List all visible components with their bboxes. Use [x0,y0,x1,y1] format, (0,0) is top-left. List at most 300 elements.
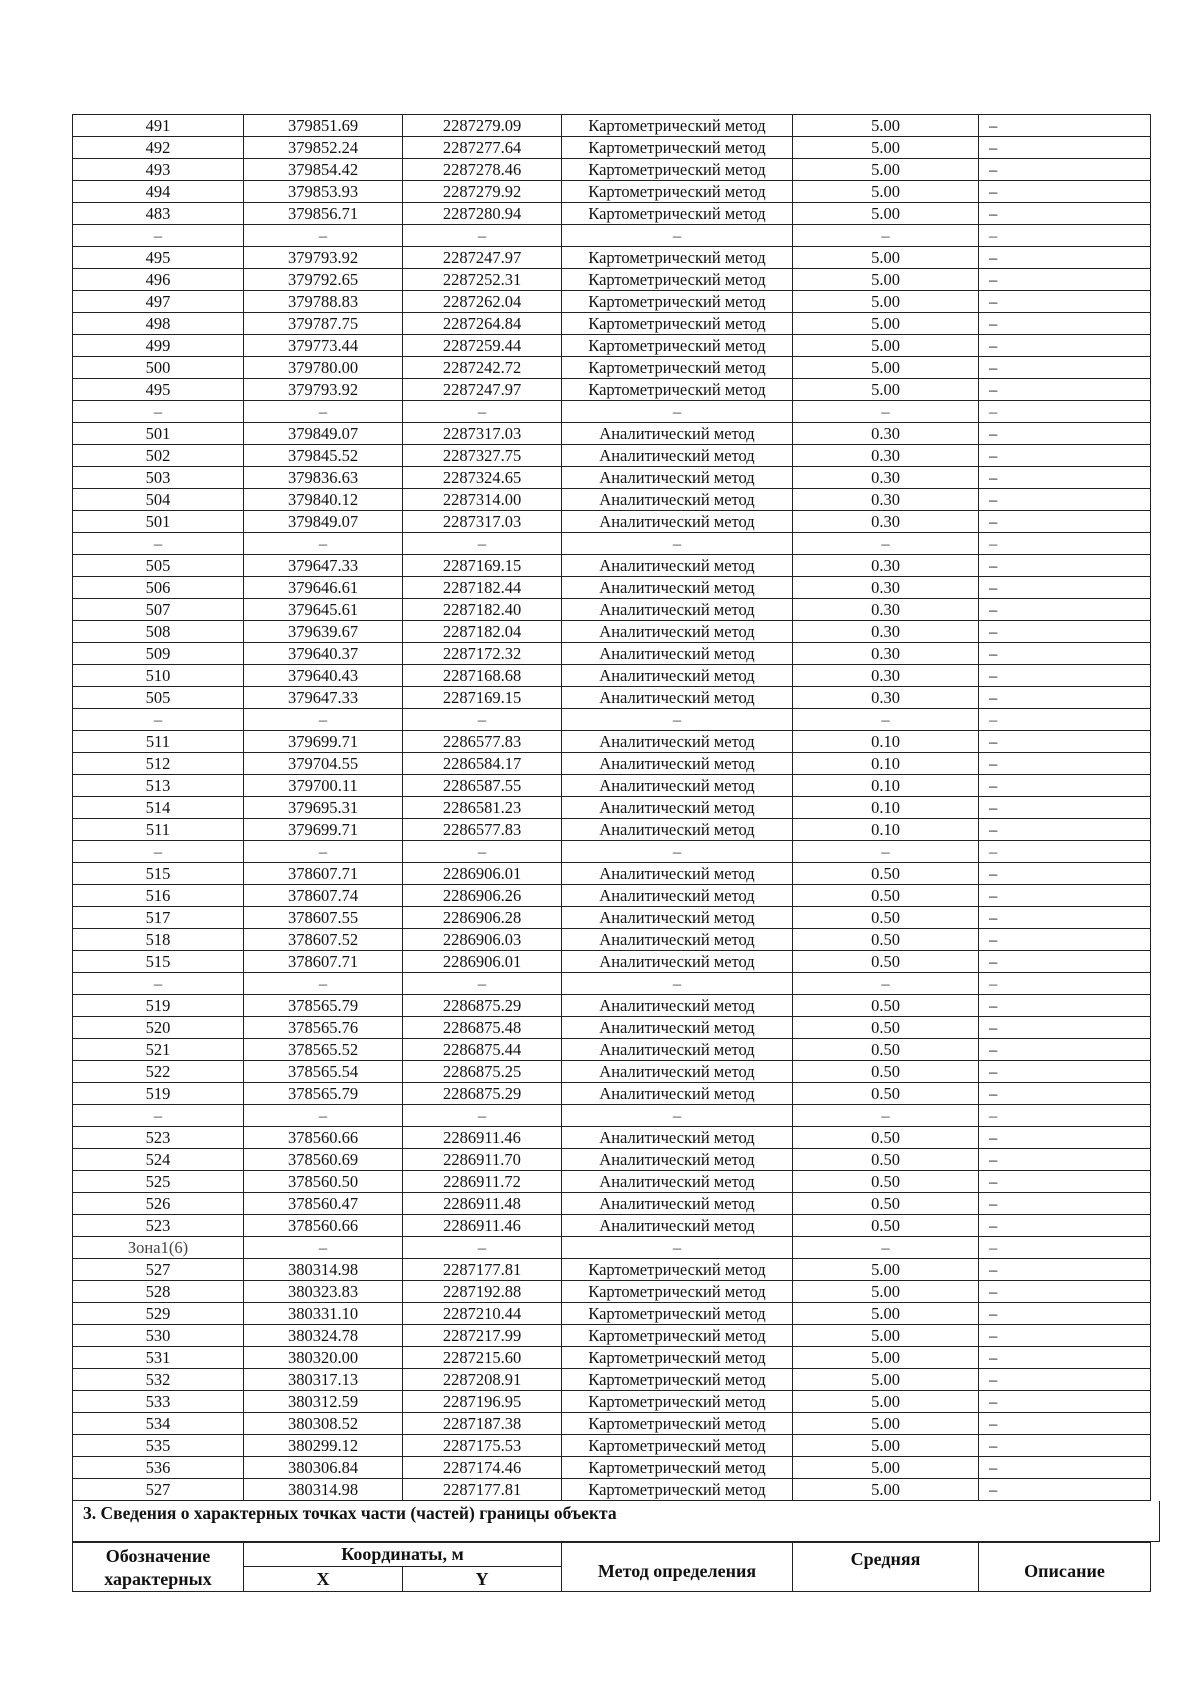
cell-x: – [244,1237,403,1259]
cell-point: 501 [73,423,244,445]
cell-y: – [403,841,562,863]
cell-method: Аналитический метод [562,907,793,929]
cell-accuracy: 0.50 [793,1083,979,1105]
cell-y: – [403,1237,562,1259]
cell-point: 529 [73,1303,244,1325]
cell-y: – [403,225,562,247]
table-row [73,1369,1151,1391]
cell-description: – [979,995,1151,1017]
cell-x: 379851.69 [244,115,403,137]
cell-point: 528 [73,1281,244,1303]
table-row [73,313,1151,335]
cell-method: Аналитический метод [562,885,793,907]
cell-point: 500 [73,357,244,379]
cell-x: 378607.55 [244,907,403,929]
cell-point: 497 [73,291,244,313]
cell-y: 2287247.97 [403,247,562,269]
cell-point: 495 [73,247,244,269]
cell-y: – [403,1105,562,1127]
cell-y: 2286875.29 [403,1083,562,1105]
cell-description: – [979,1193,1151,1215]
cell-method: Аналитический метод [562,995,793,1017]
cell-x: 379699.71 [244,731,403,753]
cell-accuracy: 5.00 [793,291,979,313]
cell-accuracy: – [793,973,979,995]
cell-point: 514 [73,797,244,819]
cell-y: 2287314.00 [403,489,562,511]
cell-method: Картометрический метод [562,159,793,181]
table-row [73,489,1151,511]
cell-description: – [979,1347,1151,1369]
cell-method: Аналитический метод [562,1193,793,1215]
cell-x: 378560.66 [244,1215,403,1237]
cell-description: – [979,1127,1151,1149]
cell-method: Аналитический метод [562,511,793,533]
cell-point: 522 [73,1061,244,1083]
cell-description: – [979,1017,1151,1039]
cell-description: – [979,1435,1151,1457]
header-accuracy: Средняя [793,1543,979,1592]
cell-accuracy: 0.50 [793,1127,979,1149]
cell-y: 2287317.03 [403,423,562,445]
cell-x: 379787.75 [244,313,403,335]
cell-description: – [979,1413,1151,1435]
cell-method: Картометрический метод [562,1259,793,1281]
cell-point: – [73,401,244,423]
cell-point: – [73,225,244,247]
cell-x: 378560.47 [244,1193,403,1215]
cell-x: 380308.52 [244,1413,403,1435]
table-row [73,137,1151,159]
cell-description: – [979,313,1151,335]
table-row [73,1017,1151,1039]
cell-point: 526 [73,1193,244,1215]
cell-y: 2287182.04 [403,621,562,643]
cell-method: – [562,1237,793,1259]
cell-x: – [244,841,403,863]
cell-y: 2287215.60 [403,1347,562,1369]
cell-description: – [979,533,1151,555]
cell-method: Картометрический метод [562,247,793,269]
cell-point: 536 [73,1457,244,1479]
cell-method: Аналитический метод [562,753,793,775]
table-row [73,841,1151,863]
table-row [73,467,1151,489]
header-y: Y [403,1566,562,1591]
cell-accuracy: 5.00 [793,357,979,379]
cell-description: – [979,423,1151,445]
cell-description: – [979,225,1151,247]
cell-point: – [73,973,244,995]
cell-x: 379788.83 [244,291,403,313]
cell-point: 516 [73,885,244,907]
table-row [73,1083,1151,1105]
table-row [73,1479,1151,1501]
cell-description: – [979,1171,1151,1193]
cell-accuracy: 5.00 [793,137,979,159]
header-x: X [244,1566,403,1591]
cell-accuracy: 5.00 [793,1413,979,1435]
cell-method: Картометрический метод [562,335,793,357]
cell-point: 519 [73,995,244,1017]
cell-x: – [244,225,403,247]
cell-x: 379849.07 [244,423,403,445]
cell-x: 380317.13 [244,1369,403,1391]
cell-x: 378565.76 [244,1017,403,1039]
cell-method: Картометрический метод [562,1303,793,1325]
cell-accuracy: 5.00 [793,335,979,357]
cell-accuracy: – [793,401,979,423]
cell-accuracy: 0.50 [793,1193,979,1215]
table-row [73,1127,1151,1149]
table-row [73,709,1151,731]
cell-x: 379836.63 [244,467,403,489]
cell-accuracy: 5.00 [793,1347,979,1369]
cell-point: 512 [73,753,244,775]
cell-accuracy: – [793,225,979,247]
cell-method: Картометрический метод [562,1347,793,1369]
cell-accuracy: 0.30 [793,665,979,687]
cell-x: 378607.74 [244,885,403,907]
cell-accuracy: 5.00 [793,313,979,335]
cell-x: 379695.31 [244,797,403,819]
table-row [73,731,1151,753]
cell-point: 509 [73,643,244,665]
cell-description: – [979,489,1151,511]
table-row [73,1347,1151,1369]
cell-method: Картометрический метод [562,357,793,379]
cell-accuracy: – [793,1105,979,1127]
cell-accuracy: 5.00 [793,1391,979,1413]
cell-accuracy: 5.00 [793,159,979,181]
cell-y: 2287208.91 [403,1369,562,1391]
cell-point: 515 [73,863,244,885]
cell-method: Аналитический метод [562,489,793,511]
coordinates-table-body [73,115,1151,1501]
cell-point: 535 [73,1435,244,1457]
cell-accuracy: 5.00 [793,1369,979,1391]
cell-point: 493 [73,159,244,181]
cell-accuracy: 5.00 [793,247,979,269]
cell-x: – [244,973,403,995]
header-method: Метод определения [562,1543,793,1592]
cell-description: – [979,181,1151,203]
cell-method: Картометрический метод [562,1369,793,1391]
cell-description: – [979,401,1151,423]
cell-description: – [979,929,1151,951]
cell-x: 378565.52 [244,1039,403,1061]
cell-x: 379639.67 [244,621,403,643]
cell-description: – [979,115,1151,137]
table-row [73,621,1151,643]
cell-method: Аналитический метод [562,467,793,489]
header-description: Описание [979,1543,1151,1592]
cell-accuracy: 0.50 [793,929,979,951]
cell-description: – [979,621,1151,643]
cell-description: – [979,137,1151,159]
cell-method: Картометрический метод [562,1281,793,1303]
cell-description: – [979,291,1151,313]
cell-y: 2286911.72 [403,1171,562,1193]
cell-description: – [979,841,1151,863]
cell-x: 378560.66 [244,1127,403,1149]
cell-y: 2287210.44 [403,1303,562,1325]
cell-x: 380314.98 [244,1259,403,1281]
cell-method: – [562,841,793,863]
cell-accuracy: 0.50 [793,863,979,885]
cell-y: 2287279.92 [403,181,562,203]
cell-description: – [979,797,1151,819]
cell-description: – [979,555,1151,577]
table-row [73,753,1151,775]
cell-description: – [979,1457,1151,1479]
cell-method: Картометрический метод [562,115,793,137]
cell-accuracy: 0.10 [793,775,979,797]
cell-description: – [979,1303,1151,1325]
cell-accuracy: 5.00 [793,115,979,137]
cell-x: – [244,533,403,555]
cell-x: 378607.71 [244,863,403,885]
cell-point: 492 [73,137,244,159]
cell-accuracy: – [793,709,979,731]
cell-y: 2287242.72 [403,357,562,379]
cell-description: – [979,379,1151,401]
cell-y: 2287279.09 [403,115,562,137]
cell-x: 379647.33 [244,555,403,577]
table-row [73,335,1151,357]
table-row [73,1237,1151,1259]
cell-x: 379793.92 [244,379,403,401]
cell-accuracy: 0.10 [793,753,979,775]
table-row [73,203,1151,225]
cell-description: – [979,357,1151,379]
table-row [73,1171,1151,1193]
cell-y: 2286577.83 [403,731,562,753]
table-row [73,643,1151,665]
cell-accuracy: 0.10 [793,819,979,841]
section-heading [72,1501,1160,1542]
cell-description: – [979,885,1151,907]
cell-point: 498 [73,313,244,335]
cell-point: – [73,841,244,863]
cell-y: 2286577.83 [403,819,562,841]
table-row [73,225,1151,247]
cell-y: 2287192.88 [403,1281,562,1303]
cell-x: 379853.93 [244,181,403,203]
table-row [73,907,1151,929]
cell-description: – [979,335,1151,357]
cell-y: 2287182.40 [403,599,562,621]
cell-description: – [979,269,1151,291]
table-row [73,577,1151,599]
cell-y: 2287327.75 [403,445,562,467]
cell-method: Аналитический метод [562,797,793,819]
cell-x: 380312.59 [244,1391,403,1413]
cell-accuracy: 0.50 [793,1039,979,1061]
cell-description: – [979,1391,1151,1413]
table-row [73,1391,1151,1413]
cell-point: 515 [73,951,244,973]
cell-accuracy: 0.50 [793,1171,979,1193]
cell-accuracy: 5.00 [793,1303,979,1325]
cell-x: 380320.00 [244,1347,403,1369]
cell-y: 2286587.55 [403,775,562,797]
cell-point: – [73,709,244,731]
cell-accuracy: 0.30 [793,621,979,643]
cell-method: Аналитический метод [562,555,793,577]
cell-method: Картометрический метод [562,137,793,159]
table-row [73,819,1151,841]
cell-description: – [979,687,1151,709]
cell-point: 532 [73,1369,244,1391]
cell-point: 508 [73,621,244,643]
table-row [73,929,1151,951]
cell-x: 379854.42 [244,159,403,181]
cell-description: – [979,445,1151,467]
cell-description: – [979,753,1151,775]
cell-method: Картометрический метод [562,291,793,313]
cell-point: – [73,1105,244,1127]
cell-method: Картометрический метод [562,203,793,225]
cell-point: 501 [73,511,244,533]
cell-method: Картометрический метод [562,1413,793,1435]
cell-point: 524 [73,1149,244,1171]
table-row [73,951,1151,973]
cell-point: Зона1(6) [73,1237,244,1259]
cell-method: – [562,1105,793,1127]
cell-method: Аналитический метод [562,665,793,687]
cell-y: 2287247.97 [403,379,562,401]
cell-y: 2287169.15 [403,555,562,577]
cell-point: 483 [73,203,244,225]
cell-method: Картометрический метод [562,269,793,291]
cell-description: – [979,1215,1151,1237]
cell-description: – [979,1237,1151,1259]
cell-method: Аналитический метод [562,1127,793,1149]
cell-description: – [979,1105,1151,1127]
cell-point: 513 [73,775,244,797]
cell-method: Аналитический метод [562,929,793,951]
cell-x: 380323.83 [244,1281,403,1303]
cell-description: – [979,247,1151,269]
cell-x: 379792.65 [244,269,403,291]
cell-x: 378607.52 [244,929,403,951]
cell-y: 2286911.46 [403,1215,562,1237]
cell-point: 502 [73,445,244,467]
cell-accuracy: 0.10 [793,731,979,753]
cell-x: 379647.33 [244,687,403,709]
table-row [73,115,1151,137]
cell-y: 2287264.84 [403,313,562,335]
cell-description: – [979,1039,1151,1061]
cell-description: – [979,1369,1151,1391]
cell-x: 379793.92 [244,247,403,269]
cell-y: 2286581.23 [403,797,562,819]
cell-accuracy: 0.10 [793,797,979,819]
cell-description: – [979,577,1151,599]
cell-method: Картометрический метод [562,1325,793,1347]
cell-y: 2287177.81 [403,1479,562,1501]
cell-method: Картометрический метод [562,1391,793,1413]
cell-point: 523 [73,1215,244,1237]
table-row [73,1281,1151,1303]
cell-x: 379640.37 [244,643,403,665]
cell-accuracy: – [793,841,979,863]
cell-method: Аналитический метод [562,1083,793,1105]
cell-point: 533 [73,1391,244,1413]
cell-description: – [979,819,1151,841]
cell-method: Аналитический метод [562,731,793,753]
cell-description: – [979,863,1151,885]
cell-y: 2287196.95 [403,1391,562,1413]
header-coords: Координаты, м [244,1543,562,1567]
cell-x: 379849.07 [244,511,403,533]
table-row [73,291,1151,313]
cell-point: 505 [73,687,244,709]
table-row [73,247,1151,269]
cell-description: – [979,467,1151,489]
cell-y: – [403,973,562,995]
cell-y: 2286875.48 [403,1017,562,1039]
document-page [72,114,1150,1592]
cell-x: 379646.61 [244,577,403,599]
table-row [73,269,1151,291]
cell-x: 379640.43 [244,665,403,687]
cell-description: – [979,907,1151,929]
cell-method: Аналитический метод [562,863,793,885]
cell-y: 2287177.81 [403,1259,562,1281]
cell-accuracy: 5.00 [793,1281,979,1303]
cell-point: 494 [73,181,244,203]
cell-method: Аналитический метод [562,621,793,643]
cell-x: 378607.71 [244,951,403,973]
cell-accuracy: 5.00 [793,203,979,225]
cell-x: 379852.24 [244,137,403,159]
section-table-header [72,1542,1151,1592]
table-row [73,1061,1151,1083]
cell-y: 2287172.32 [403,643,562,665]
table-row [73,1413,1151,1435]
cell-accuracy: 0.50 [793,1149,979,1171]
cell-y: 2286911.46 [403,1127,562,1149]
table-row [73,1039,1151,1061]
cell-description: – [979,731,1151,753]
cell-accuracy: 0.50 [793,885,979,907]
cell-point: 505 [73,555,244,577]
cell-method: Аналитический метод [562,643,793,665]
cell-accuracy: 5.00 [793,1479,979,1501]
cell-x: 378565.79 [244,1083,403,1105]
cell-method: Аналитический метод [562,423,793,445]
cell-accuracy: 0.30 [793,577,979,599]
table-row [73,159,1151,181]
cell-x: 380314.98 [244,1479,403,1501]
table-row [73,995,1151,1017]
cell-x: 379699.71 [244,819,403,841]
header-designation-line2: характерных [104,1569,212,1589]
cell-accuracy: 0.30 [793,423,979,445]
cell-accuracy: 5.00 [793,269,979,291]
cell-point: 531 [73,1347,244,1369]
cell-y: 2287169.15 [403,687,562,709]
cell-description: – [979,951,1151,973]
cell-description: – [979,643,1151,665]
table-row [73,687,1151,709]
cell-accuracy: – [793,533,979,555]
cell-x: 380299.12 [244,1435,403,1457]
cell-method: Аналитический метод [562,687,793,709]
cell-description: – [979,1259,1151,1281]
